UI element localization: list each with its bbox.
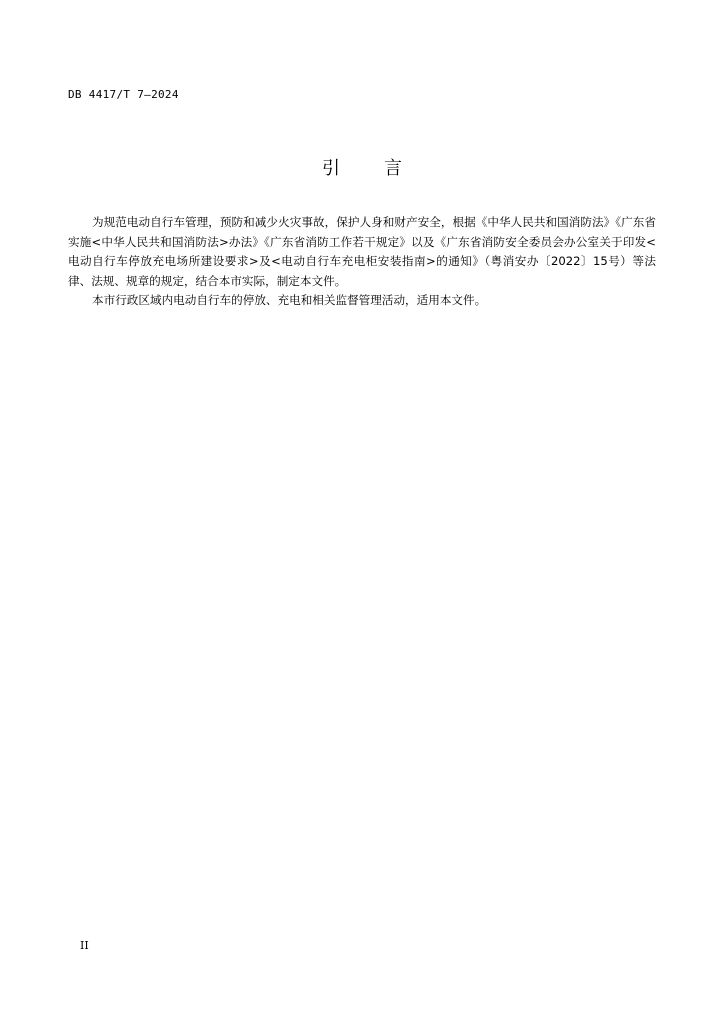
page-number: II — [80, 939, 89, 952]
section-title-char-2: 言 — [384, 158, 402, 179]
section-title-char-1: 引 — [322, 158, 340, 179]
standard-code: DB 4417/T 7—2024 — [68, 88, 179, 101]
introduction-body — [68, 213, 656, 311]
body-paragraph: 本市行政区域内电动自行车的停放、充电和相关监督管理活动，适用本文件。 — [92, 293, 487, 307]
body-paragraph: 为规范电动自行车管理，预防和减少火灾事故，保护人身和财产安全，根据《中华人民共和国消防法》《广东省实施<中华人民共和国消防法>办法》《广东省消防工作若干规定》以及《广东省消防安全委员会办公室关于印发<电动自行车停放充电场所建设要求>及<电动自行车充电柜安装指南>的通知》（粤消安办〔2022〕15号）等法律、法规、规章的规定，结合本市实际，制定本文件。 — [68, 215, 656, 288]
section-title — [0, 154, 724, 180]
